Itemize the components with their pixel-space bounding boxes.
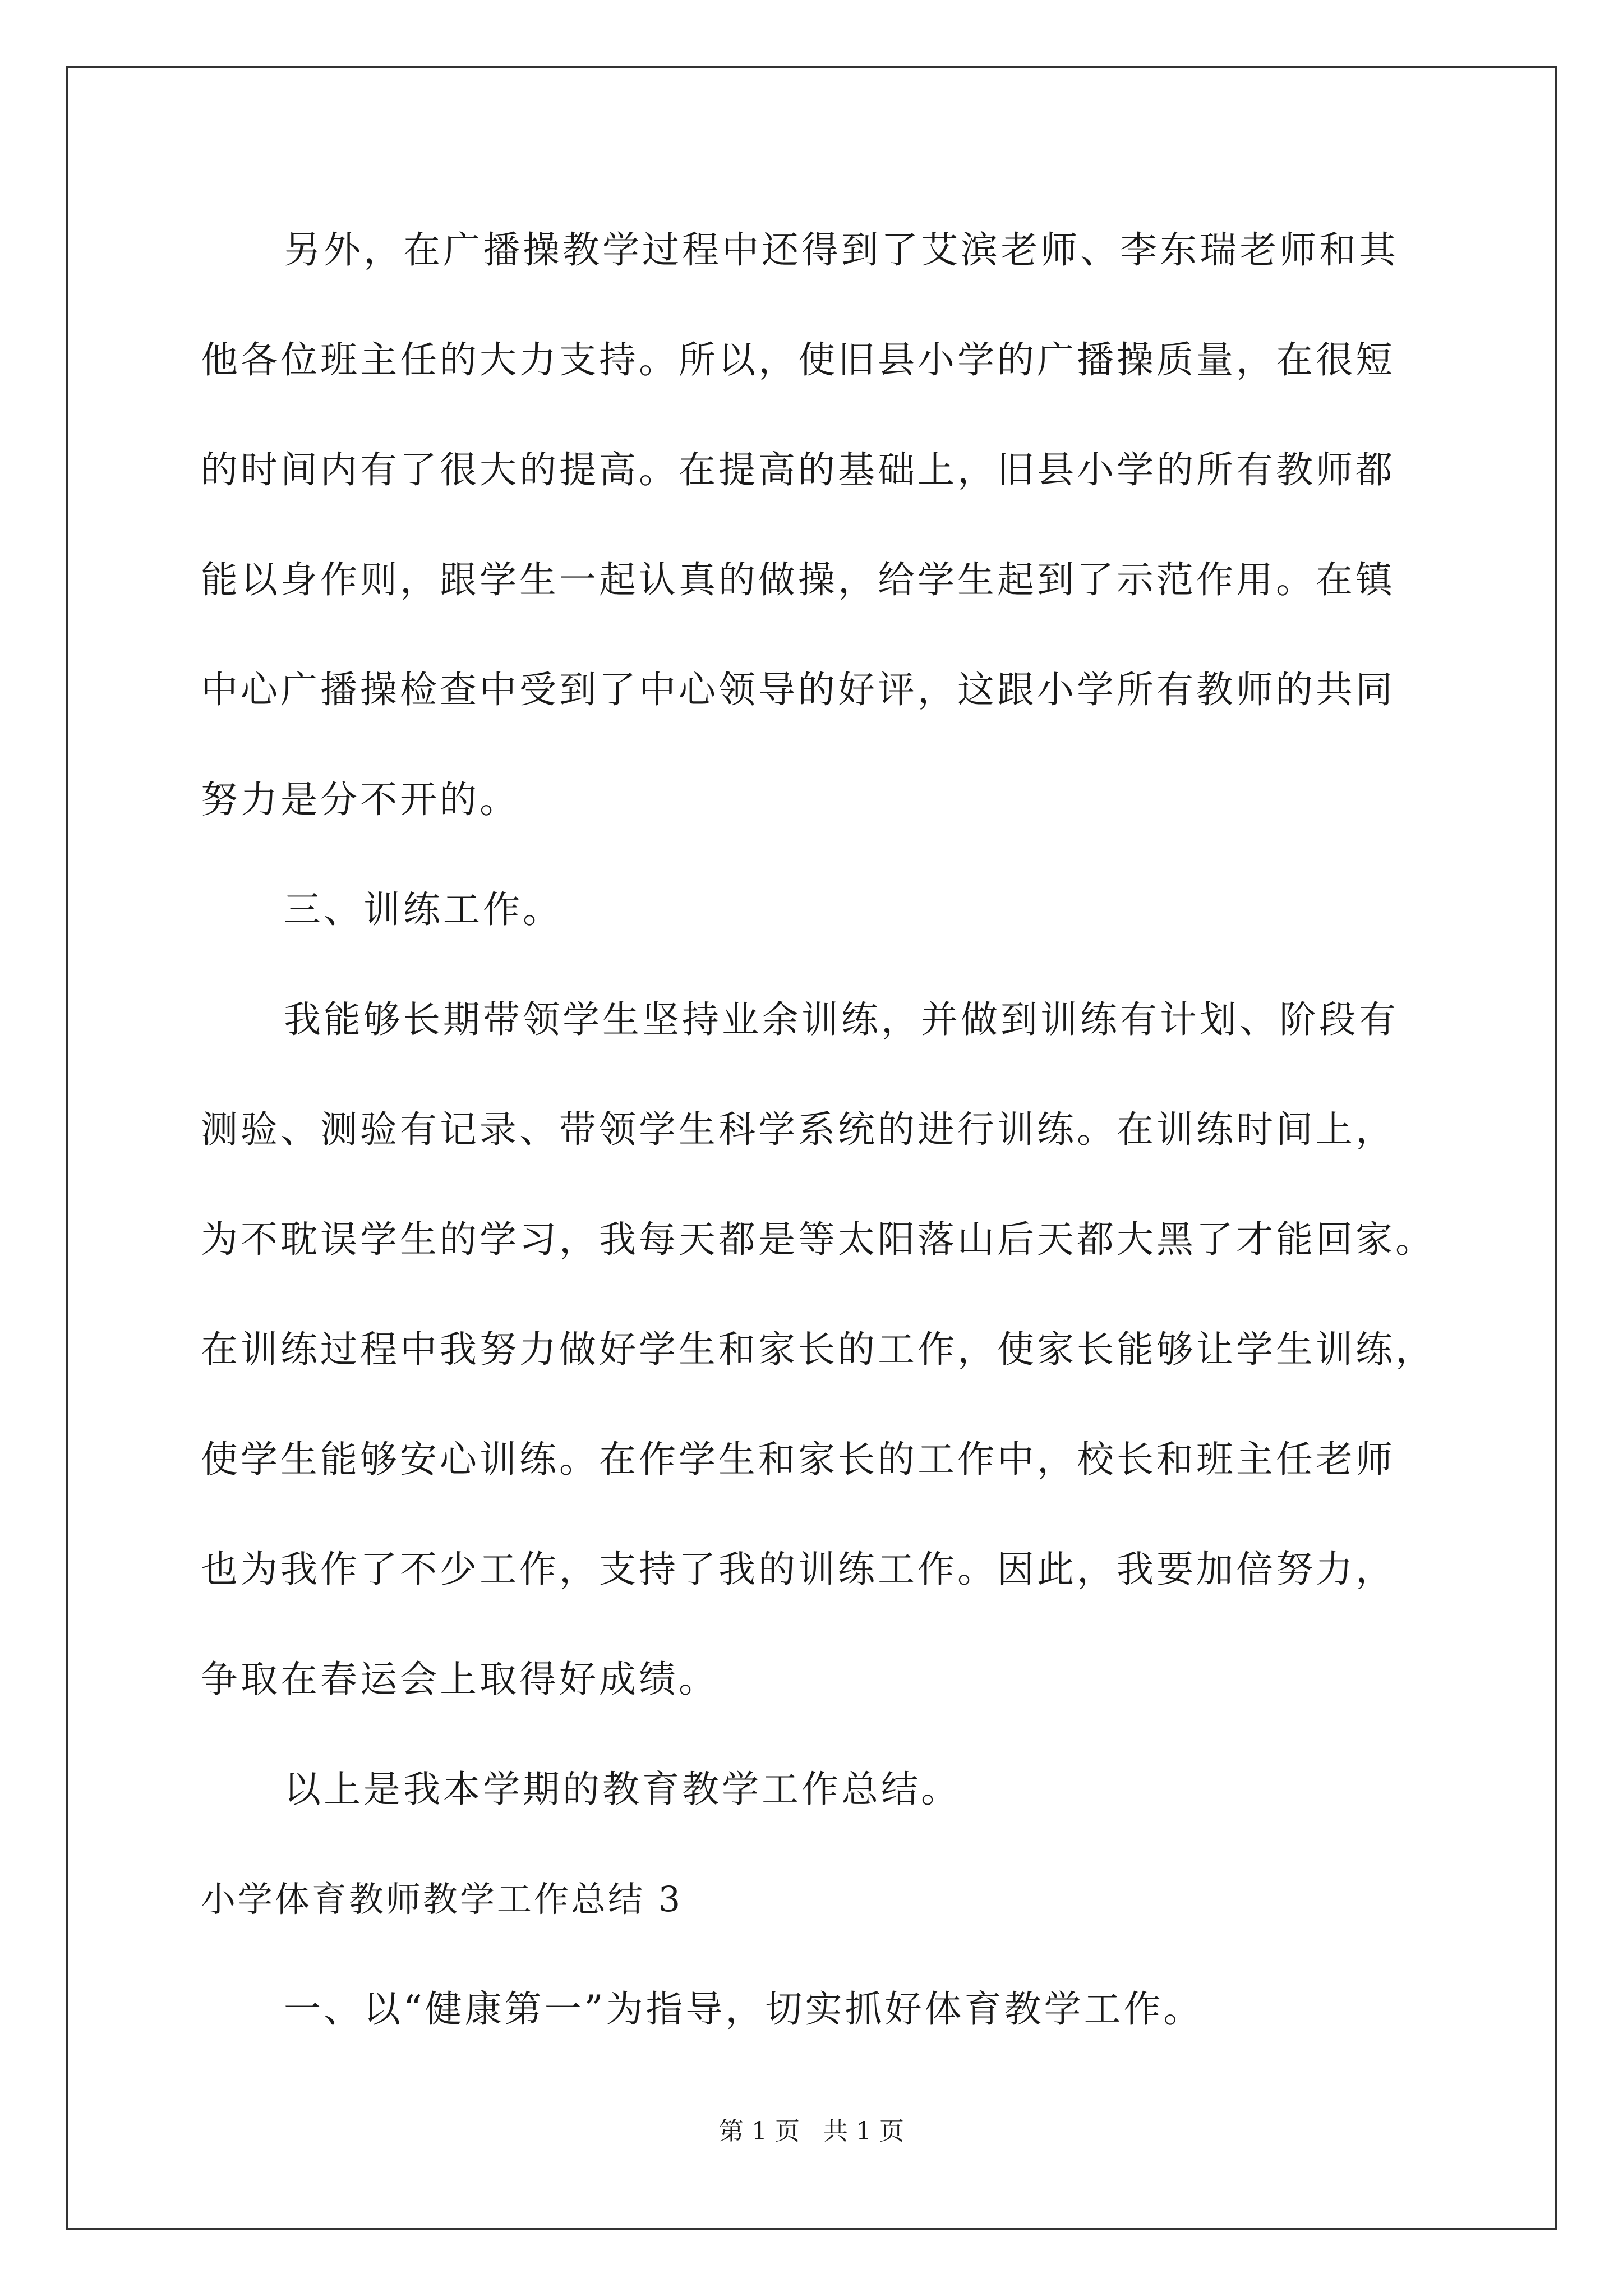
paragraph-line: 使学生能够安心训练。在作学生和家长的工作中，校长和班主任老师 bbox=[201, 1438, 1395, 1481]
paragraph-line: 的时间内有了很大的提高。在提高的基础上，旧县小学的所有教师都 bbox=[201, 448, 1395, 491]
document-title: 小学体育教师教学工作总结 3 bbox=[201, 1879, 683, 1920]
paragraph-line: 另外，在广播操教学过程中还得到了艾滨老师、李东瑞老师和其 bbox=[284, 228, 1399, 272]
paragraph-line: 中心广播操检查中受到了中心领导的好评，这跟小学所有教师的共同 bbox=[201, 668, 1395, 711]
paragraph-line: 争取在春运会上取得好成绩。 bbox=[201, 1658, 718, 1701]
paragraph-line: 能以身作则，跟学生一起认真的做操，给学生起到了示范作用。在镇 bbox=[201, 558, 1395, 601]
paragraph-line: 也为我作了不少工作，支持了我的训练工作。因此，我要加倍努力， bbox=[201, 1548, 1395, 1591]
paragraph-line: 测验、测验有记录、带领学生科学系统的进行训练。在训练时间上， bbox=[201, 1108, 1395, 1151]
paragraph-line: 我能够长期带领学生坚持业余训练，并做到训练有计划、阶段有 bbox=[284, 998, 1399, 1041]
paragraph-line: 在训练过程中我努力做好学生和家长的工作，使家长能够让学生训练， bbox=[201, 1328, 1435, 1371]
paragraph-line: 努力是分不开的。 bbox=[201, 778, 519, 821]
section-heading: 三、训练工作。 bbox=[284, 888, 562, 931]
page-footer: 第 1 页 共 1 页 bbox=[719, 2117, 904, 2146]
paragraph-line: 他各位班主任的大力支持。所以，使旧县小学的广播操质量，在很短 bbox=[201, 338, 1395, 381]
paragraph-line: 以上是我本学期的教育教学工作总结。 bbox=[284, 1768, 961, 1811]
section-heading: 一、以“健康第一”为指导，切实抓好体育教学工作。 bbox=[284, 1987, 1204, 2031]
paragraph-line: 为不耽误学生的学习，我每天都是等太阳落山后天都大黑了才能回家。 bbox=[201, 1218, 1435, 1261]
